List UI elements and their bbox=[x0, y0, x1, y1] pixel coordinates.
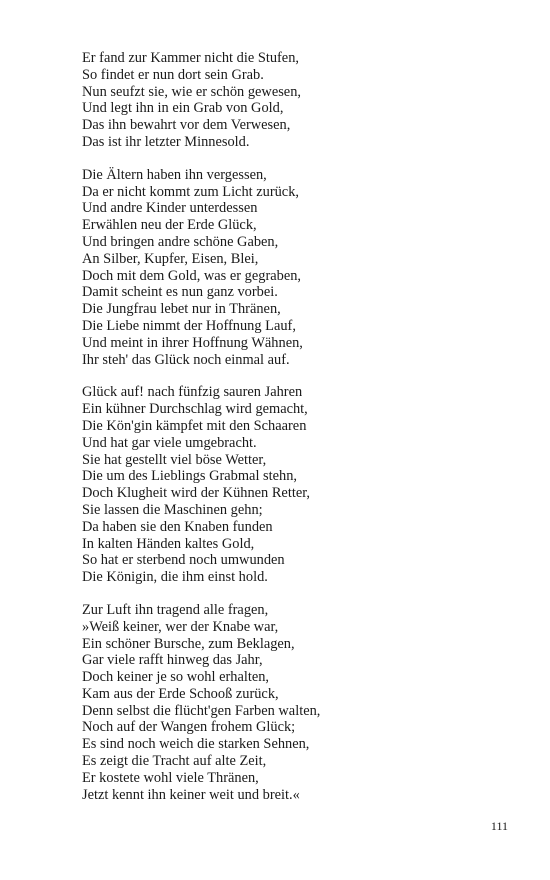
verse-line: Ein kühner Durchschlag wird gemacht, bbox=[82, 401, 308, 418]
verse-line: Ein schöner Bursche, zum Beklagen, bbox=[82, 635, 295, 652]
verse-line: Glück auf! nach fünfzig sauren Jahren bbox=[82, 384, 303, 401]
stanza bbox=[82, 167, 502, 369]
verse-line: Erwählen neu der Erde Glück, bbox=[82, 217, 257, 234]
verse-line: Da er nicht kommt zum Licht zurück, bbox=[82, 183, 299, 200]
verse-line: Die Ältern haben ihn vergessen, bbox=[82, 166, 267, 183]
verse-line: Da haben sie den Knaben funden bbox=[82, 518, 273, 535]
verse-line: Die um des Lieblings Grabmal stehn, bbox=[82, 468, 298, 485]
verse-line: »Weiß keiner, wer der Knabe war, bbox=[82, 618, 279, 635]
verse-line: An Silber, Kupfer, Eisen, Blei, bbox=[82, 250, 259, 267]
verse-line: So hat er sterbend noch umwunden bbox=[82, 552, 285, 569]
verse-line: So findet er nun dort sein Grab. bbox=[82, 66, 264, 83]
verse-line: Zur Luft ihn tragend alle fragen, bbox=[82, 601, 269, 618]
stanza bbox=[82, 50, 502, 151]
verse-line: Die Jungfrau lebet nur in Thränen, bbox=[82, 301, 281, 318]
verse-line: In kalten Händen kaltes Gold, bbox=[82, 535, 255, 552]
verse-line: Er kostete wohl viele Thränen, bbox=[82, 769, 259, 786]
verse-line: Das ihn bewahrt vor dem Verwesen, bbox=[82, 117, 291, 134]
verse-line: Ihr steh' das Glück noch einmal auf. bbox=[82, 351, 290, 368]
verse-line: Nun seufzt sie, wie er schön gewesen, bbox=[82, 83, 301, 100]
verse-line: Damit scheint es nun ganz vorbei. bbox=[82, 284, 278, 301]
verse-line: Kam aus der Erde Schooß zurück, bbox=[82, 685, 279, 702]
verse-line: Sie hat gestellt viel böse Wetter, bbox=[82, 451, 267, 468]
verse-line: Und meint in ihrer Hoffnung Wähnen, bbox=[82, 334, 303, 351]
stanza bbox=[82, 602, 502, 804]
verse-line: Er fand zur Kammer nicht die Stufen, bbox=[82, 50, 299, 66]
verse-line: Sie lassen die Maschinen gehn; bbox=[82, 501, 263, 518]
verse-line: Und hat gar viele umgebracht. bbox=[82, 434, 257, 451]
verse-line: Jetzt kennt ihn keiner weit und breit.« bbox=[82, 786, 300, 803]
verse-line: Die Kön'gin kämpfet mit den Schaaren bbox=[82, 417, 307, 434]
poem-text bbox=[82, 50, 502, 819]
verse-line: Noch auf der Wangen frohem Glück; bbox=[82, 719, 296, 736]
verse-line: Doch Klugheit wird der Kühnen Retter, bbox=[82, 485, 311, 502]
verse-line: Doch mit dem Gold, was er gegraben, bbox=[82, 267, 301, 284]
verse-line: Die Königin, die ihm einst hold. bbox=[82, 569, 268, 586]
verse-line: Es sind noch weich die starken Sehnen, bbox=[82, 736, 310, 753]
verse-line: Und bringen andre schöne Gaben, bbox=[82, 233, 279, 250]
verse-line: Denn selbst die flücht'gen Farben walten, bbox=[82, 702, 321, 719]
page-number: 111 bbox=[490, 819, 508, 833]
verse-line: Doch keiner je so wohl erhalten, bbox=[82, 669, 270, 686]
verse-line: Und andre Kinder unterdessen bbox=[82, 200, 258, 217]
verse-line: Das ist ihr letzter Minnesold. bbox=[82, 133, 250, 150]
verse-line: Die Liebe nimmt der Hoffnung Lauf, bbox=[82, 317, 296, 334]
verse-line: Und legt ihn in ein Grab von Gold, bbox=[82, 100, 284, 117]
stanza bbox=[82, 384, 502, 586]
verse-line: Es zeigt die Tracht auf alte Zeit, bbox=[82, 753, 267, 770]
verse-line: Gar viele rafft hinweg das Jahr, bbox=[82, 652, 263, 669]
